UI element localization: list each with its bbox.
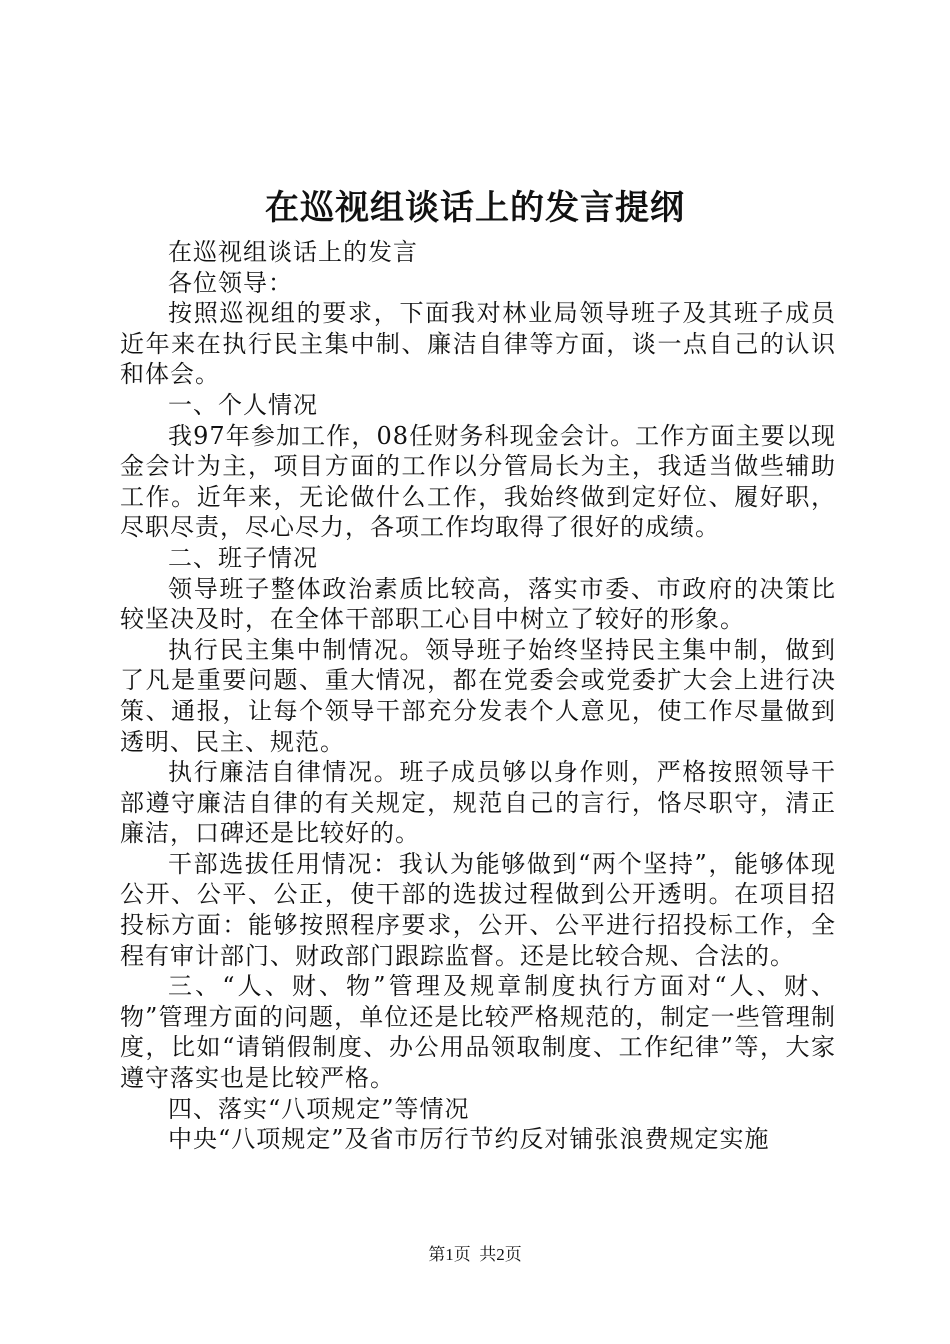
paragraph: 按照巡视组的要求，下面我对林业局领导班子及其班子成员近年来在执行民主集中制、廉洁自律等方面，谈一点自己的认识和体会。 [120,299,836,389]
paragraph: 三、“人、财、物”管理及规章制度执行方面对“人、财、物”管理方面的问题，单位还是比较严格规范的，制定一些管理制度，比如“请销假制度、办公用品领取制度、工作纪律”等，大家遵守落实也是比较严格。 [120,972,836,1093]
paragraph: 领导班子整体政治素质比较高，落实市委、市政府的决策比较坚决及时，在全体干部职工心目中树立了较好的形象。 [120,574,836,634]
section-heading: 一、个人情况 [168,390,318,419]
document-body [120,237,836,1155]
paragraph: 干部选拔任用情况：我认为能够做到“两个坚持”，能够体现公开、公平、公正，使干部的选拔过程做到公开透明。在项目招投标方面：能够按照程序要求，公开、公平进行招投标工作，全程有审计部门、财政部门跟踪监督。还是比较合规、合法的。 [120,849,836,970]
section-heading: 二、班子情况 [168,543,318,572]
paragraph: 中央“八项规定”及省市厉行节约反对铺张浪费规定实施 [168,1125,770,1154]
page-number: 第1页 共2页 [428,1245,522,1264]
paragraph: 执行民主集中制情况。领导班子始终坚持民主集中制，做到了凡是重要问题、重大情况，都在党委会或党委扩大会上进行决策、通报，让每个领导干部充分发表个人意见，使工作尽量做到透明、民主、规范。 [120,635,836,756]
paragraph: 我97年参加工作，08任财务科现金会计。工作方面主要以现金会计为主，项目方面的工作以分管局长为主，我适当做些辅助工作。近年来，无论做什么工作，我始终做到定好位、履好职，尽职尽责，尽心尽力，各项工作均取得了很好的成绩。 [120,421,836,542]
section-heading: 四、落实“八项规定”等情况 [168,1094,470,1123]
paragraph: 各位领导： [168,268,293,297]
paragraph: 执行廉洁自律情况。班子成员够以身作则，严格按照领导干部遵守廉洁自律的有关规定，规范自己的言行，恪尽职守，清正廉洁，口碑还是比较好的。 [120,758,836,848]
page-footer [0,1243,950,1267]
document-title: 在巡视组谈话上的发言提纲 [265,188,685,228]
paragraph: 在巡视组谈话上的发言 [168,238,418,266]
